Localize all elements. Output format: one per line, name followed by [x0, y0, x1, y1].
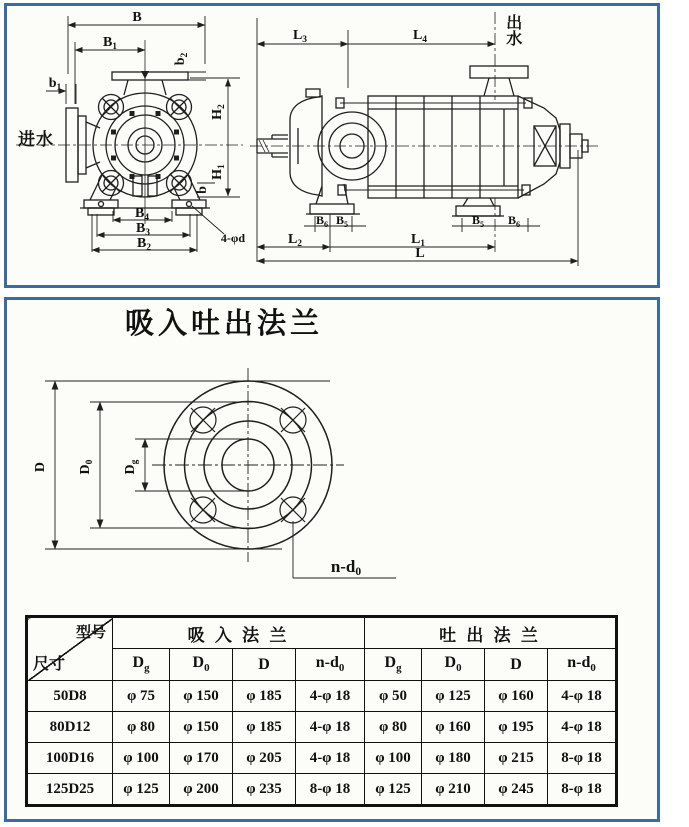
discharge-flange-group-header: 吐 出 法 兰: [365, 617, 617, 649]
dim-label-B: B: [132, 10, 142, 25]
dim-label-B2: $B_2$: [136, 236, 152, 253]
flange-spec-table-wrap: [25, 615, 618, 807]
table-cell: φ 150: [170, 681, 233, 712]
table-cell: φ 205: [233, 743, 296, 774]
table-cell: 4-φ 18: [296, 712, 365, 743]
dim-label-B6-right: $B_6$: [507, 213, 521, 229]
dim-label-b1: $b_1$: [48, 76, 62, 93]
model-cell: 100D16: [27, 743, 113, 774]
dim-label-b2: $b_2$: [173, 52, 190, 66]
table-cell: 8-φ 18: [548, 743, 617, 774]
model-cell: 125D25: [27, 774, 113, 806]
table-cell: 8-φ 18: [296, 774, 365, 806]
flange-spec-table: [25, 615, 618, 807]
dim-label-H1: $H_1$: [210, 164, 227, 180]
dim-label-L1: $L_1$: [410, 232, 426, 249]
table-cell: 4-φ 18: [548, 712, 617, 743]
table-cell: φ 125: [422, 681, 485, 712]
table-cell: φ 170: [170, 743, 233, 774]
table-cell: 4-φ 18: [548, 681, 617, 712]
table-cell: φ 195: [485, 712, 548, 743]
dim-label-H2: $H_2$: [210, 104, 227, 120]
table-cell: 8-φ 18: [548, 774, 617, 806]
inlet-water-label: 进水: [18, 130, 54, 149]
side-view: [250, 12, 600, 266]
table-cell: φ 100: [113, 743, 170, 774]
table-row: [27, 774, 617, 806]
table-cell: φ 75: [113, 681, 170, 712]
table-cell: φ 50: [365, 681, 422, 712]
outlet-water-label: 出水: [503, 14, 521, 46]
table-cell: 4-φ 18: [296, 743, 365, 774]
dim-label-D: D: [33, 461, 48, 473]
suction-flange-group-header: 吸 入 法 兰: [113, 617, 365, 649]
corner-model-label: 型号: [75, 624, 106, 641]
side-view-centerlines: [250, 12, 600, 252]
dim-label-D0: $D_0$: [78, 459, 95, 475]
dim-label-L2: $L_2$: [287, 232, 303, 249]
table-cell: φ 185: [233, 681, 296, 712]
col-header-discharge-Dg: $D_g$: [365, 649, 422, 681]
model-cell: 50D8: [27, 681, 113, 712]
dimension-drawing-panel: [4, 3, 660, 288]
model-cell: 80D12: [27, 712, 113, 743]
col-header-discharge-nd0: $n-d_0$: [548, 649, 617, 681]
table-corner-cell: [27, 617, 113, 681]
flange-drawing: [7, 300, 657, 610]
dim-label-B1: $B_1$: [102, 35, 118, 52]
table-cell: φ 80: [365, 712, 422, 743]
bolt-holes-note: 4-φd: [220, 231, 246, 245]
table-cell: φ 215: [485, 743, 548, 774]
corner-size-label: 尺寸: [33, 656, 66, 673]
table-cell: φ 235: [233, 774, 296, 806]
table-cell: φ 150: [170, 712, 233, 743]
dim-label-B5-right: $B_5$: [471, 213, 485, 229]
table-cell: φ 200: [170, 774, 233, 806]
table-cell: φ 180: [422, 743, 485, 774]
col-header-discharge-D: D: [485, 649, 548, 681]
table-cell: φ 210: [422, 774, 485, 806]
table-cell: φ 160: [485, 681, 548, 712]
table-cell: φ 125: [113, 774, 170, 806]
flange-face: [152, 368, 344, 562]
flange-section-title: 吸入吐出法兰: [125, 308, 324, 340]
dim-label-L4: $L_4$: [412, 28, 428, 45]
dim-label-L3: $L_3$: [292, 28, 308, 45]
dim-label-B4: $B_4$: [134, 206, 150, 223]
bolt-count-label: n-d0: [330, 557, 362, 578]
table-cell: φ 125: [365, 774, 422, 806]
front-top-flange: [112, 71, 188, 95]
table-cell: φ 245: [485, 774, 548, 806]
table-cell: φ 80: [113, 712, 170, 743]
dim-label-Dg: $D_g$: [123, 459, 140, 475]
flange-panel: [4, 297, 660, 822]
col-header-suction-D: D: [233, 649, 296, 681]
dim-label-B3: $B_3$: [135, 221, 151, 238]
flange-dimensions: [45, 381, 396, 578]
col-header-discharge-D0: $D_0$: [422, 649, 485, 681]
pump-views-drawing: [7, 6, 657, 285]
dim-label-b: b: [195, 186, 210, 194]
dim-label-B5-left: $B_5$: [335, 213, 349, 229]
table-row: [27, 743, 617, 774]
side-bearing-housing: [290, 89, 386, 196]
table-cell: φ 185: [233, 712, 296, 743]
side-stage-casing: [336, 96, 532, 198]
dim-label-L: L: [415, 246, 425, 261]
side-feet: [306, 184, 504, 216]
table-cell: φ 160: [422, 712, 485, 743]
col-header-suction-D0: $D_0$: [170, 649, 233, 681]
side-view-dimensions: [257, 18, 578, 266]
dim-label-B6-left: $B_6$: [315, 213, 329, 229]
table-row: [27, 712, 617, 743]
table-row: [27, 681, 617, 712]
side-discharge-flange: [470, 66, 528, 96]
table-cell: 4-φ 18: [296, 681, 365, 712]
col-header-suction-Dg: $D_g$: [113, 649, 170, 681]
col-header-suction-nd0: $n-d_0$: [296, 649, 365, 681]
side-end-cover: [518, 96, 588, 198]
table-cell: φ 100: [365, 743, 422, 774]
flange-centerlines: [152, 368, 344, 562]
